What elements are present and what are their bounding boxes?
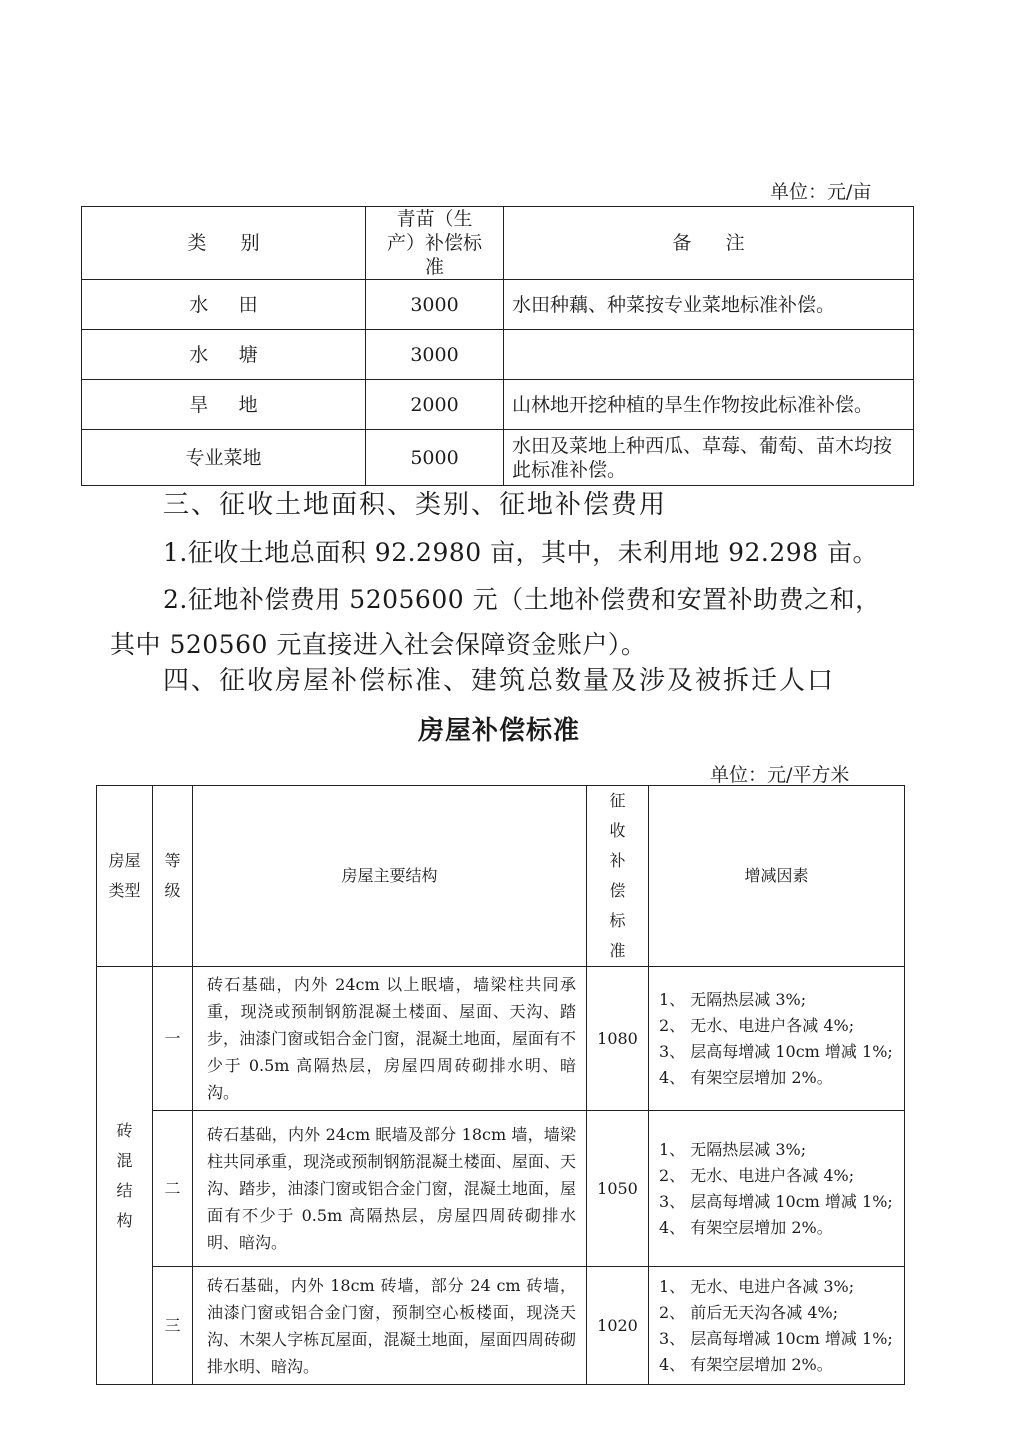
table-row [82, 380, 914, 430]
seedling-compensation-table [81, 206, 914, 486]
house-type-cell: 砖混结构 [97, 967, 153, 1385]
standard-cell: 1050 [587, 1111, 649, 1267]
row-category: 水塘 [82, 330, 366, 380]
row-standard: 3000 [366, 330, 504, 380]
header-category: 类别 [82, 207, 366, 280]
header-standard: 征收补偿标准 [587, 786, 649, 967]
table-row [82, 330, 914, 380]
table-row [97, 1111, 905, 1267]
row-category: 水田 [82, 280, 366, 330]
factor-item: 1、 无隔热层减 3%; [659, 1139, 807, 1159]
structure-cell: 砖石基础，内外 18cm 砖墙，部分 24 cm 砖墙，油漆门窗或铝合金门窗，预制空心板楼面，现浇天沟、木架人字栋瓦屋面，混凝土地面，屋面四周砖砌排水明、暗沟。 [193, 1267, 587, 1385]
row-remark: 水田及菜地上种西瓜、草莓、葡萄、苗木均按此标准补偿。 [504, 430, 914, 486]
factors-cell [649, 1111, 905, 1267]
house-table-title: 房屋补偿标准 [418, 716, 581, 746]
structure-cell: 砖石基础，内外 24cm 眠墙及部分 18cm 墙，墙梁柱共同承重，现浇或预制钢筋混凝土楼面、屋面、天沟、踏步，油漆门窗或铝合金门窗，混凝土地面，屋面有不少于 0.5m 高隔热层，房屋四周砖砌排水明、暗沟。 [193, 1111, 587, 1267]
table2-header-row [97, 786, 905, 967]
header-grade: 等级 [153, 786, 193, 967]
table-row [82, 430, 914, 486]
standard-cell: 1020 [587, 1267, 649, 1385]
header-structure: 房屋主要结构 [193, 786, 587, 967]
factors-cell [649, 1267, 905, 1385]
factor-item: 4、 有架空层增加 2%。 [659, 1354, 833, 1374]
factor-item: 2、 无水、电进户各减 4%; [659, 1015, 855, 1035]
factors-cell [649, 967, 905, 1111]
section3-heading: 三、征收土地面积、类别、征地补偿费用 [163, 490, 668, 520]
factor-item: 4、 有架空层增加 2%。 [659, 1217, 833, 1237]
row-remark: 水田种藕、种菜按专业菜地标准补偿。 [504, 280, 914, 330]
row-category: 专业菜地 [82, 430, 366, 486]
table2-unit: 单位：元/平方米 [710, 764, 850, 786]
table-row [97, 1267, 905, 1385]
factor-item: 2、 无水、电进户各减 4%; [659, 1165, 855, 1185]
row-remark: 山林地开挖种植的旱生作物按此标准补偿。 [504, 380, 914, 430]
structure-cell: 砖石基础，内外 24cm 以上眠墙，墙梁柱共同承重，现浇或预制钢筋混凝土楼面、屋面、天沟、踏步，油漆门窗或铝合金门窗，混凝土地面，屋面有不少于 0.5m 高隔热层，房屋四周砖砌排水明、暗沟。 [193, 967, 587, 1111]
section4-heading: 四、征收房屋补偿标准、建筑总数量及涉及被拆迁人口 [163, 666, 836, 696]
compensation-paragraph-line1: 2.征地补偿费用 5205600 元（土地补偿费和安置补助费之和， [163, 585, 881, 614]
factor-item: 3、 层高每增减 10cm 增减 1%; [659, 1191, 893, 1211]
table-row [82, 280, 914, 330]
row-standard: 3000 [366, 280, 504, 330]
house-compensation-table [96, 785, 905, 1385]
header-standard: 青苗（生产）补偿标准 [366, 207, 504, 280]
factor-item: 1、 无隔热层减 3%; [659, 989, 807, 1009]
row-standard: 5000 [366, 430, 504, 486]
row-remark [504, 330, 914, 380]
land-area-paragraph: 1.征收土地总面积 92.2980 亩，其中，未利用地 92.298 亩。 [163, 538, 878, 567]
factor-item: 4、 有架空层增加 2%。 [659, 1067, 833, 1087]
standard-cell: 1080 [587, 967, 649, 1111]
table1-header-row [82, 207, 914, 280]
factor-item: 2、 前后无天沟各减 4%; [659, 1302, 839, 1322]
table1-unit: 单位：元/亩 [770, 181, 872, 203]
factor-item: 1、 无水、电进户各减 3%; [659, 1276, 855, 1296]
row-standard: 2000 [366, 380, 504, 430]
compensation-paragraph-line2: 其中 520560 元直接进入社会保障资金账户）。 [110, 630, 647, 659]
grade-cell: 三 [153, 1267, 193, 1385]
header-house-type: 房屋类型 [97, 786, 153, 967]
grade-cell: 一 [153, 967, 193, 1111]
row-category: 旱地 [82, 380, 366, 430]
factor-item: 3、 层高每增减 10cm 增减 1%; [659, 1041, 893, 1061]
grade-cell: 二 [153, 1111, 193, 1267]
header-factors: 增减因素 [649, 786, 905, 967]
header-remark: 备注 [504, 207, 914, 280]
factor-item: 3、 层高每增减 10cm 增减 1%; [659, 1328, 893, 1348]
table-row [97, 967, 905, 1111]
